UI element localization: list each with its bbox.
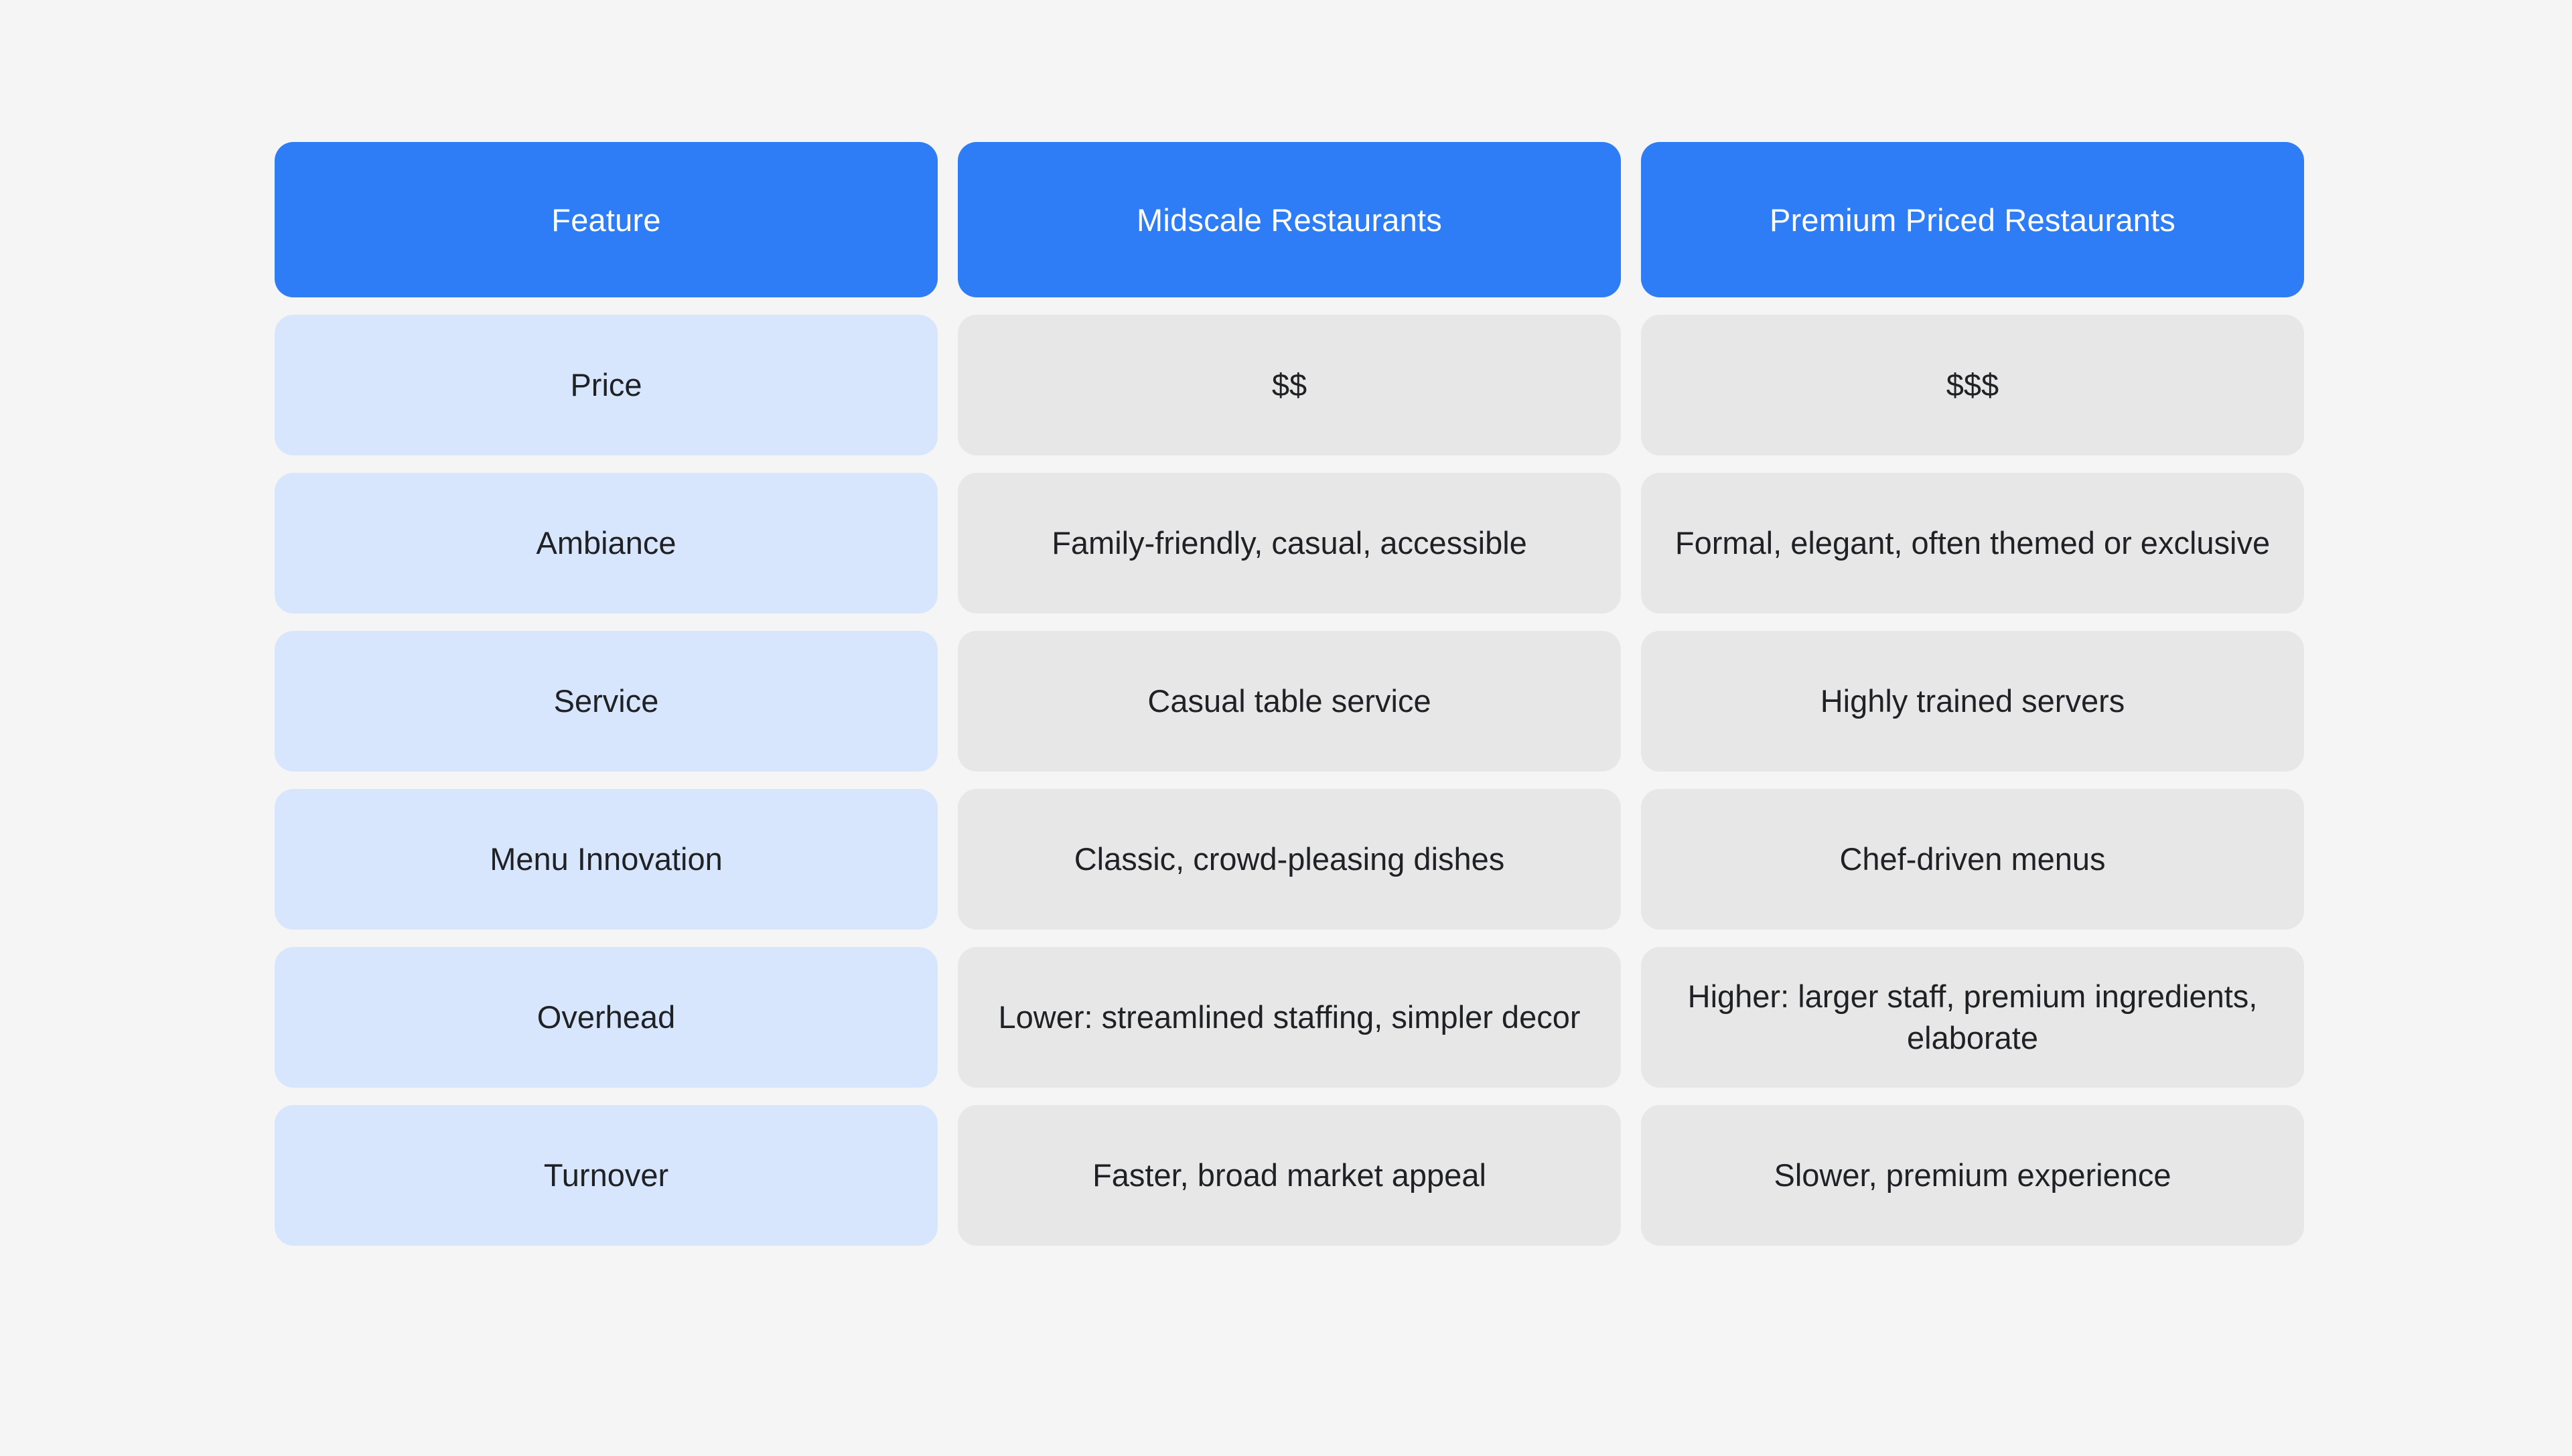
table-row	[275, 631, 2304, 772]
row-value-premium-turnover	[1641, 1105, 2304, 1246]
row-value-midscale-menu-innovation	[958, 789, 1621, 930]
row-value-midscale-ambiance	[958, 473, 1621, 613]
header-label-feature: Feature	[551, 202, 661, 238]
table-row	[275, 789, 2304, 930]
table-row	[275, 1105, 2304, 1246]
row-value-midscale-price	[958, 315, 1621, 455]
cell-text: Price	[570, 366, 642, 403]
cell-text: Slower, premium experience	[1774, 1157, 2171, 1193]
header-cell-midscale	[958, 142, 1621, 297]
table-header-row	[275, 142, 2304, 297]
row-label-service	[275, 631, 938, 772]
cell-text: Lower: streamlined staffing, simpler decor	[998, 999, 1581, 1035]
cell-text: Casual table service	[1147, 682, 1431, 719]
row-value-midscale-overhead	[958, 947, 1621, 1088]
row-label-menu-innovation	[275, 789, 938, 930]
row-label-ambiance	[275, 473, 938, 613]
row-value-premium-overhead	[1641, 947, 2304, 1088]
cell-text: Highly trained servers	[1820, 682, 2125, 719]
cell-text: Turnover	[543, 1157, 669, 1193]
cell-text: Menu Innovation	[490, 841, 723, 877]
row-value-midscale-service	[958, 631, 1621, 772]
cell-text: Faster, broad market appeal	[1092, 1157, 1486, 1193]
header-cell-feature	[275, 142, 938, 297]
table-row	[275, 315, 2304, 455]
comparison-table	[275, 142, 2304, 1263]
row-value-premium-ambiance	[1641, 473, 2304, 613]
cell-text: Classic, crowd-pleasing dishes	[1074, 841, 1505, 877]
row-label-price	[275, 315, 938, 455]
table-row	[275, 473, 2304, 613]
cell-text: Overhead	[537, 999, 676, 1035]
cell-text: $$	[1271, 366, 1307, 403]
cell-text: Higher: larger staff, premium ingredients, elaborate	[1687, 978, 2258, 1055]
cell-text: Ambiance	[536, 524, 676, 561]
row-value-midscale-turnover	[958, 1105, 1621, 1246]
table-row	[275, 947, 2304, 1088]
cell-text: $$$	[1946, 366, 1999, 403]
header-label-premium: Premium Priced Restaurants	[1770, 202, 2175, 238]
row-label-turnover	[275, 1105, 938, 1246]
row-value-premium-menu-innovation	[1641, 789, 2304, 930]
row-value-premium-price	[1641, 315, 2304, 455]
row-value-premium-service	[1641, 631, 2304, 772]
row-label-overhead	[275, 947, 938, 1088]
cell-text: Formal, elegant, often themed or exclusive	[1674, 524, 2271, 561]
cell-text: Chef-driven menus	[1839, 841, 2106, 877]
cell-text: Family-friendly, casual, accessible	[1052, 524, 1527, 561]
header-label-midscale: Midscale Restaurants	[1137, 202, 1442, 238]
header-cell-premium	[1641, 142, 2304, 297]
cell-text: Service	[553, 682, 659, 719]
